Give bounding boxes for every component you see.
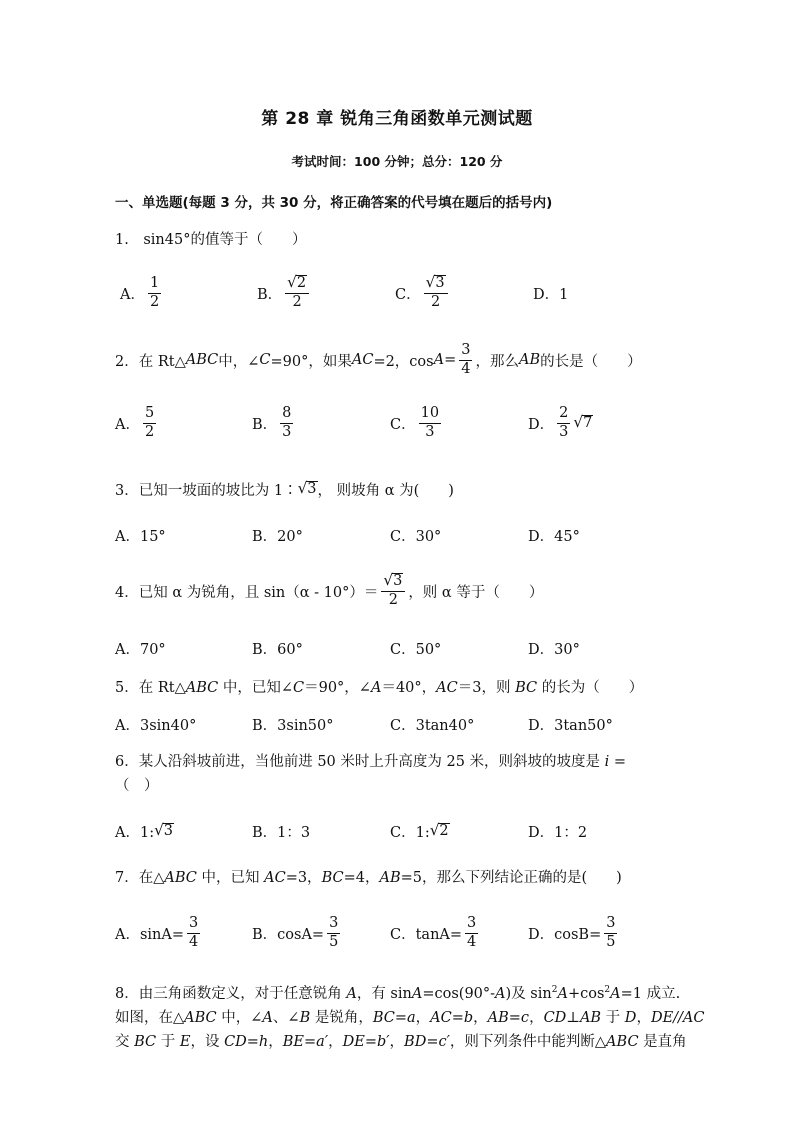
q8-line-2: 如图，在△ABC 中，∠A、∠B 是锐角，BC=a，AC=b，AB=c，CD⊥AB 于 D，DE//AC [115, 1009, 705, 1026]
q4-option-a[interactable]: A．70° [115, 641, 166, 658]
question-6-stem: 6．某人沿斜坡前进，当他前进 50 米时上升高度为 25 米，则斜坡的坡度是 i = [115, 754, 627, 770]
q2-option-d[interactable]: D． $\frac{2}{3}$ √ 7 [528, 405, 593, 440]
question-5-stem: 5．在 Rt△ABC 中，已知∠C＝90°，∠A＝40°，AC＝3，则 BC 的长为（ ） [115, 680, 644, 696]
exam-info: 考试时间：100 分钟；总分：120 分 [291, 154, 503, 169]
question-3-stem: 3．已知一坡面的坡比为 1∶ √ 3 ， 则坡角 α 为( ) [115, 479, 454, 499]
section-heading: 一、单选题(每题 3 分，共 30 分，将正确答案的代号填在题后的括号内) [115, 195, 553, 211]
q4-option-b[interactable]: B．60° [252, 641, 303, 658]
q6-option-b[interactable]: B．1：3 [252, 824, 311, 841]
question-6-options [115, 820, 675, 842]
question-1-stem: 1. sin45°的值等于（ ） [115, 232, 307, 248]
q2-option-b[interactable]: B． $\frac{8}{3}$ [252, 405, 292, 440]
q3-option-d[interactable]: D．45° [528, 528, 580, 545]
q8-line-1: 8．由三角函数定义，对于任意锐角 A，有 sinA=cos(90°-A)及 $\sin^2A+\cos^2A=1$ 成立. [115, 985, 681, 1002]
q6-option-c[interactable]: C．1: √ 2 [390, 820, 449, 841]
q3-option-c[interactable]: C．30° [390, 528, 442, 545]
q7-option-b[interactable]: B．cosA= $\frac{3}{5}$ [252, 915, 339, 950]
q1-option-a[interactable]: A． $\frac{1}{2}$ [120, 275, 160, 310]
question-8-stem [115, 978, 705, 1054]
q7-option-c[interactable]: C．tanA= $\frac{3}{4}$ [390, 915, 477, 950]
question-2-options [115, 400, 675, 446]
q4-option-d[interactable]: D．30° [528, 641, 580, 658]
q6-option-d[interactable]: D．1：2 [528, 824, 588, 841]
q5-option-d[interactable]: D．3tan50° [528, 717, 613, 734]
q7-option-a[interactable]: A．sinA= $\frac{3}{4}$ [115, 915, 199, 950]
q5-option-b[interactable]: B．3sin50° [252, 717, 334, 734]
q2-option-c[interactable]: C． $\frac{10}{3}$ [390, 405, 440, 440]
question-5-options [115, 713, 675, 735]
question-7-stem: 7．在△ABC 中，已知 AC=3，BC=4，AB=5，那么下列结论正确的是( ) [115, 870, 622, 886]
q1-option-b[interactable]: B． √ 2 2 [257, 270, 312, 316]
question-4-stem: 4．已知 α 为锐角，且 sin（α - 10°）＝ √ 3 2 ，则 α 等于（ ） [115, 571, 544, 609]
page-title: 第 28 章 锐角三角函数单元测试题 [261, 109, 533, 129]
question-2-stem: 2．在 Rt△ ABC 中，∠ C =90°，如果 AC =2，cos A = $\frac{3}{4}$ ，那么 AB 的长是（ ） [115, 342, 642, 377]
q5-option-a[interactable]: A．3sin40° [115, 717, 197, 734]
q1-option-d[interactable]: D．1 [533, 286, 569, 303]
q2-option-a[interactable]: A． $\frac{5}{2}$ [115, 405, 155, 440]
question-3-options [115, 524, 675, 546]
q1-option-c[interactable]: C． √ 3 2 [395, 270, 451, 316]
q4-option-c[interactable]: C．50° [390, 641, 442, 658]
q3-option-a[interactable]: A．15° [115, 528, 166, 545]
q6-option-a[interactable]: A．1: √ 3 [115, 820, 174, 841]
question-6-stem-line2: （ ） [115, 778, 159, 794]
q5-option-c[interactable]: C．3tan40° [390, 717, 475, 734]
q3-option-b[interactable]: B．20° [252, 528, 303, 545]
question-7-options [115, 910, 675, 956]
q8-line-3: 交 BC 于 E，设 CD=h，BE=a′，DE=b′，BD=c′，则下列条件中能判断△ABC 是直角 [115, 1033, 687, 1050]
question-4-options [115, 637, 675, 659]
question-1-options [120, 270, 680, 316]
q7-option-d[interactable]: D．cosB= $\frac{3}{5}$ [528, 915, 616, 950]
